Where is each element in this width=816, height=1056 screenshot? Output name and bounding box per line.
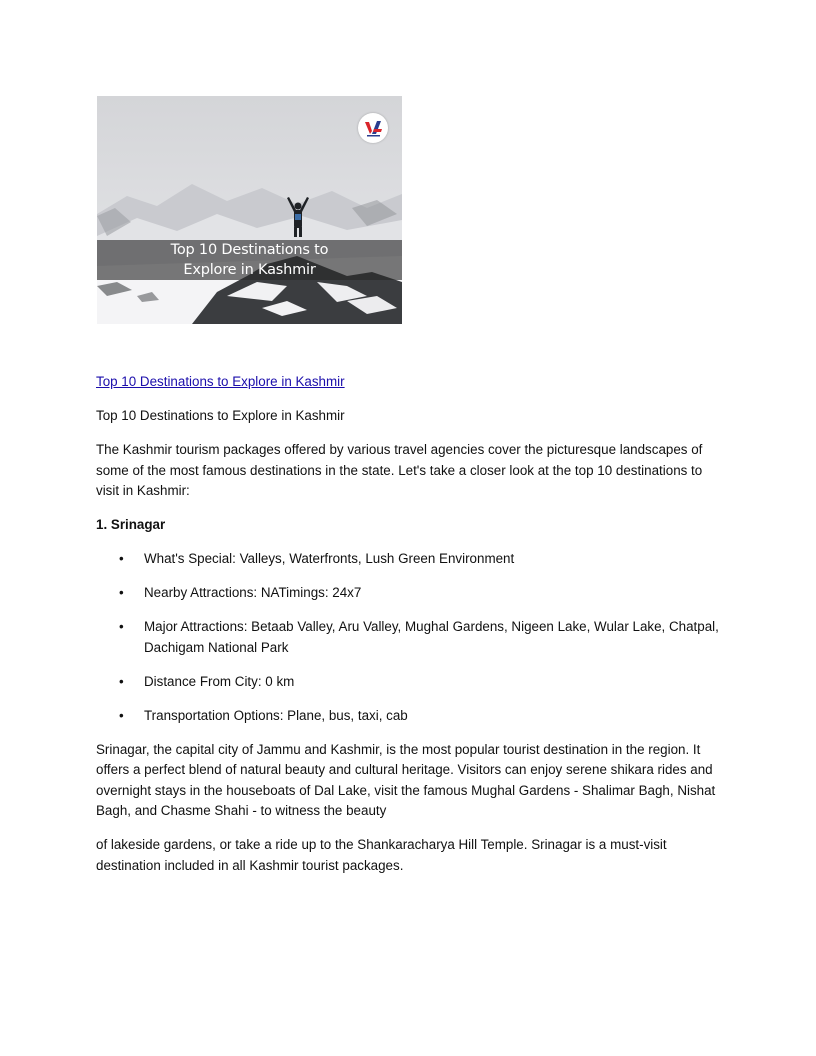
article-body (96, 372, 722, 890)
hero-caption-line1: Top 10 Destinations to (170, 242, 329, 258)
hero-image (97, 96, 402, 324)
snowy-mountain-photo (97, 96, 402, 324)
list-item: • Distance From City: 0 km (96, 672, 722, 693)
list-item: • Nearby Attractions: NATimings: 24x7 (96, 583, 722, 604)
hero-caption (97, 240, 402, 280)
srinagar-paragraph-2: of lakeside gardens, or take a ride up to the Shankaracharya Hill Temple. Srinagar is a must-visit destination included in all Kashmir tourist packages. (96, 837, 667, 873)
list-item: • Major Attractions: Betaab Valley, Aru Valley, Mughal Gardens, Nigeen Lake, Wular Lake, Chatpal, Dachigam National Park (96, 617, 722, 658)
section-heading-srinagar: 1. Srinagar (96, 517, 166, 532)
hero-caption-line2: Explore in Kashmir (183, 262, 316, 278)
list-item: • What's Special: Valleys, Waterfronts, Lush Green Environment (96, 549, 722, 570)
article-link[interactable]: Top 10 Destinations to Explore in Kashmir (96, 374, 345, 389)
article-subtitle: Top 10 Destinations to Explore in Kashmir (96, 408, 345, 423)
travel-agency-logo-icon (358, 113, 388, 143)
srinagar-specs-list (96, 549, 722, 726)
srinagar-paragraph-1: Srinagar, the capital city of Jammu and Kashmir, is the most popular tourist destination in the region. It offers a perfect blend of natural beauty and cultural heritage. Visitors can enjoy serene shikara rides and overnight stays in the houseboats of Dal Lake, visit the famous Mughal Gardens - Shalimar Bagh, Nishat Bagh, and Chasme Shahi - to witness the beauty (96, 741, 716, 818)
intro-paragraph: The Kashmir tourism packages offered by various travel agencies cover the picturesque landscapes of some of the most famous destinations in the state. Let's take a closer look at the top 10 destinations to visit in Kashmir: (96, 442, 703, 498)
list-item: • Transportation Options: Plane, bus, taxi, cab (96, 706, 722, 727)
